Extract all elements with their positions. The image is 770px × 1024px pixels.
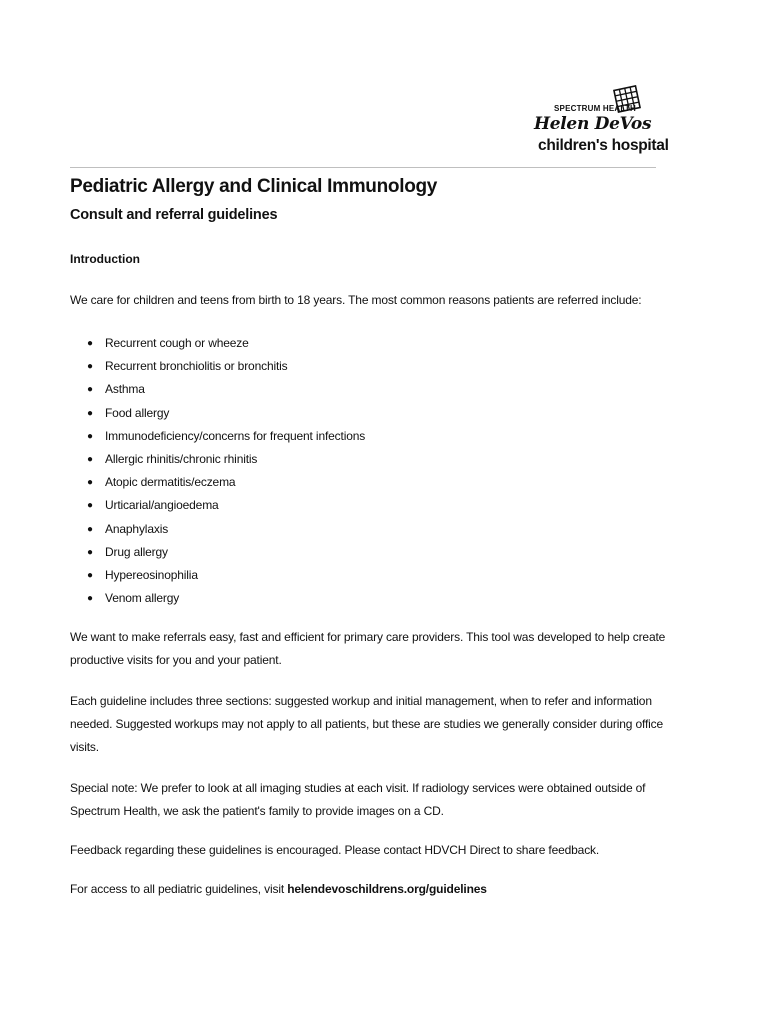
access-paragraph [70, 878, 695, 901]
list-item-label: Drug allergy [105, 544, 168, 559]
list-item-label: Atopic dermatitis/eczema [105, 475, 236, 490]
bullet-icon: ● [87, 454, 93, 466]
bullet-icon: ● [87, 338, 93, 349]
list-item-label: Anaphylaxis [105, 521, 169, 536]
list-item [70, 332, 695, 355]
bullet-icon: ● [87, 570, 93, 582]
list-item-label: Immunodeficiency/concerns for frequent infections [105, 428, 366, 443]
bullet-icon: ● [87, 500, 93, 512]
feedback-paragraph: Feedback regarding these guidelines is encouraged. Please contact HDVCH Direct to share feedback. [70, 843, 600, 858]
list-item [70, 448, 695, 471]
logo-sub-text: children's hospital [538, 137, 669, 154]
list-item [70, 518, 695, 541]
guidelines-link[interactable]: helendevoschildrens.org/guidelines [287, 882, 487, 897]
list-item-label: Recurrent cough or wheeze [105, 336, 249, 350]
guideline-sections-paragraph: Each guideline includes three sections: suggested workup and initial management, when to refer and information needed. Suggested workups may not apply to all patients, but these are studies we generally consider during office visits. [70, 694, 664, 755]
header-divider [70, 167, 656, 168]
list-item-label: Urticarial/angioedema [105, 498, 219, 513]
list-item [70, 564, 695, 587]
hospital-logo [530, 82, 670, 160]
list-item [70, 471, 695, 494]
logo-script-text: Helen DeVos [534, 114, 652, 134]
list-item [70, 402, 695, 425]
list-item-label: Allergic rhinitis/chronic rhinitis [105, 452, 258, 467]
list-item-label: Asthma [105, 382, 145, 397]
page-subtitle: Consult and referral guidelines [70, 207, 278, 223]
list-item [70, 541, 695, 564]
list-item [70, 355, 695, 378]
section-heading: Introduction [70, 252, 140, 266]
document-body [70, 170, 695, 901]
list-item-label: Recurrent bronchiolitis or bronchitis [105, 359, 288, 374]
bullet-icon: ● [87, 407, 93, 419]
list-item [70, 587, 695, 610]
list-item [70, 425, 695, 448]
list-item [70, 378, 695, 401]
referral-paragraph: We want to make referrals easy, fast and efficient for primary care providers. This tool was developed to help create productive visits for you and your patient. [70, 630, 666, 668]
list-item-label: Food allergy [105, 405, 170, 420]
list-item-label: Hypereosinophilia [105, 568, 198, 583]
bullet-icon: ● [87, 384, 93, 396]
imaging-note-paragraph: Special note: We prefer to look at all imaging studies at each visit. If radiology services were obtained outside of Spectrum Health, we ask the patient's family to provide images on a CD. [70, 781, 646, 819]
bullet-icon: ● [87, 593, 93, 605]
conditions-list [70, 332, 695, 610]
list-item [70, 494, 695, 517]
bullet-icon: ● [87, 430, 93, 442]
logo-top-text: SPECTRUM HEALTH [554, 104, 636, 113]
bullet-icon: ● [87, 477, 93, 489]
bullet-icon: ● [87, 361, 93, 373]
list-item-label: Venom allergy [105, 591, 180, 606]
bullet-icon: ● [87, 523, 93, 535]
page-title: Pediatric Allergy and Clinical Immunology [70, 176, 438, 197]
access-prefix-text: For access to all pediatric guidelines, visit [70, 882, 288, 897]
bullet-icon: ● [87, 546, 93, 558]
intro-paragraph: We care for children and teens from birth to 18 years. The most common reasons patients are referred include: [70, 293, 642, 307]
